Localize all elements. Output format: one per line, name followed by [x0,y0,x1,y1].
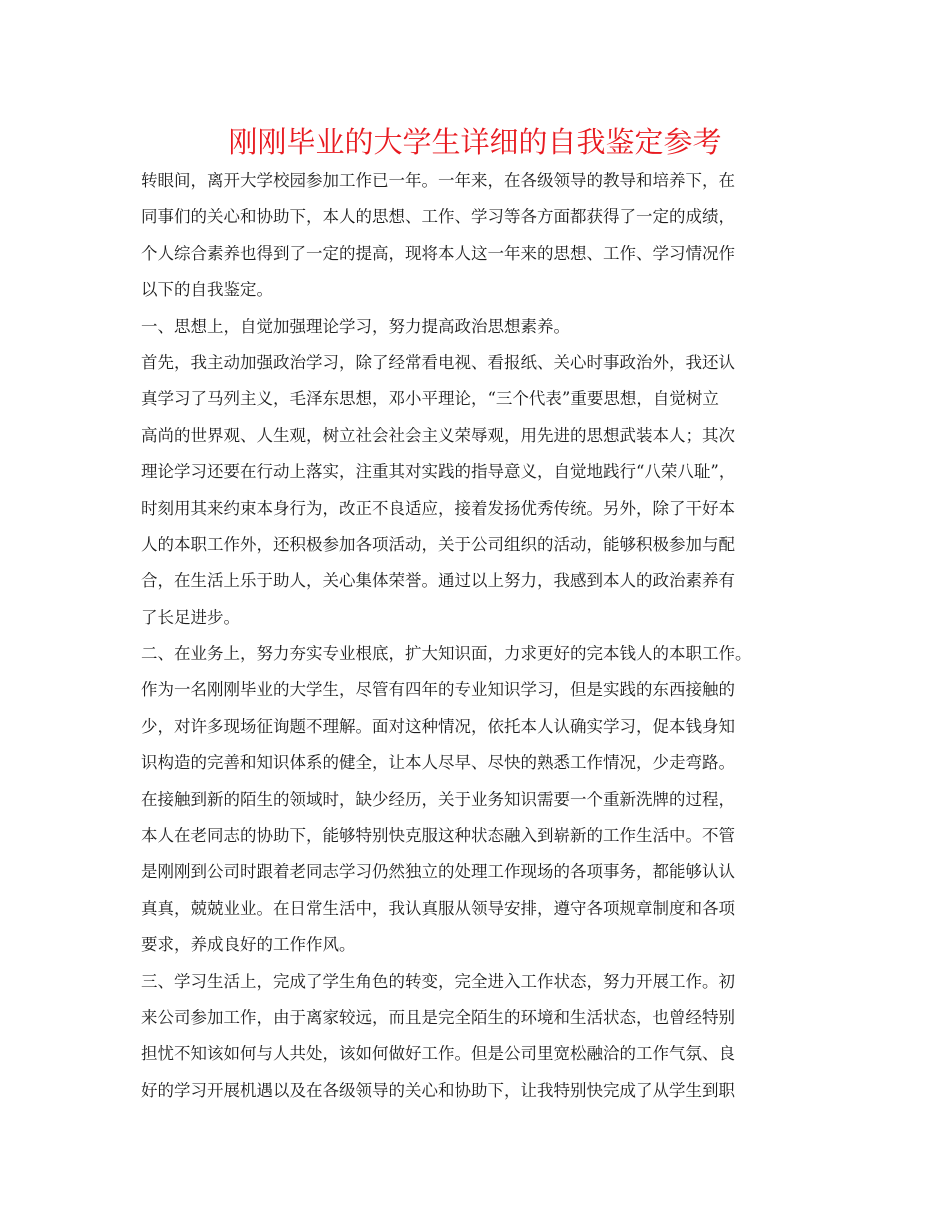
body-line: 时刻用其来约束本身行为，改正不良适应，接着发扬优秀传统。另外，除了干好本 [141,498,735,518]
body-line: 理论学习还要在行动上落实，注重其对实践的指导意义，自觉地践行“八荣八耻”， [141,462,736,482]
body-line: 识构造的完善和知识体系的健全，让本人尽早、尽快的熟悉工作情况，少走弯路。 [141,753,735,773]
body-line: 三、学习生活上，完成了学生角色的转变，完全进入工作状态，努力开展工作。初 [141,971,735,991]
body-line: 是刚刚到公司时跟着老同志学习仍然独立的处理工作现场的各项事务，都能够认认 [141,862,735,882]
body-line: 转眼间，离开大学校园参加工作已一年。一年来，在各级领导的教导和培养下，在 [141,171,735,190]
body-line: 担忧不知该如何与人共处，该如何做好工作。但是公司里宽松融洽的工作气氛、良 [141,1044,735,1064]
body-line: 好的学习开展机遇以及在各级领导的关心和协助下，让我特别快完成了从学生到职 [141,1080,735,1100]
body-line: 了长足进步。 [141,607,240,627]
body-line: 真真，兢兢业业。在日常生活中，我认真服从领导安排，遵守各项规章制度和各项 [141,898,735,918]
document-title: 刚刚毕业的大学生详细的自我鉴定参考 [228,125,722,159]
body-line: 真学习了马列主义，毛泽东思想，邓小平理论，“三个代表”重要思想，自觉树立 [141,389,719,409]
body-line: 以下的自我鉴定。 [141,280,273,300]
body-line: 少，对许多现场征询题不理解。面对这种情况，依托本人认确实学习，促本钱身知 [141,716,735,736]
body-line: 同事们的关心和协助下，本人的思想、工作、学习等各方面都获得了一定的成绩， [141,207,735,227]
body-line: 要求，养成良好的工作作风。 [141,935,356,955]
body-line: 二、在业务上，努力夯实专业根底，扩大知识面，力求更好的完本钱人的本职工作。 [141,644,752,664]
body-line: 本人在老同志的协助下，能够特别快克服这种状态融入到崭新的工作生活中。不管 [141,826,735,846]
body-line: 人的本职工作外，还积极参加各项活动，关于公司组织的活动，能够积极参加与配 [141,534,735,554]
body-line: 在接触到新的陌生的领域时，缺少经历，关于业务知识需要一个重新洗牌的过程， [141,789,735,809]
body-line: 一、思想上，自觉加强理论学习，努力提高政治思想素养。 [141,316,570,336]
body-line: 来公司参加工作，由于离家较远，而且是完全陌生的环境和生活状态，也曾经特别 [141,1007,735,1027]
body-line: 首先，我主动加强政治学习，除了经常看电视、看报纸、关心时事政治外，我还认 [141,352,735,372]
body-line: 作为一名刚刚毕业的大学生，尽管有四年的专业知识学习，但是实践的东西接触的 [141,680,735,700]
document-body [141,163,816,1109]
body-line: 高尚的世界观、人生观，树立社会社会主义荣辱观，用先进的思想武装本人；其次 [141,425,735,445]
body-line: 个人综合素养也得到了一定的提高，现将本人这一年来的思想、工作、学习情况作 [141,243,735,263]
body-line: 合，在生活上乐于助人，关心集体荣誉。通过以上努力，我感到本人的政治素养有 [141,571,735,591]
